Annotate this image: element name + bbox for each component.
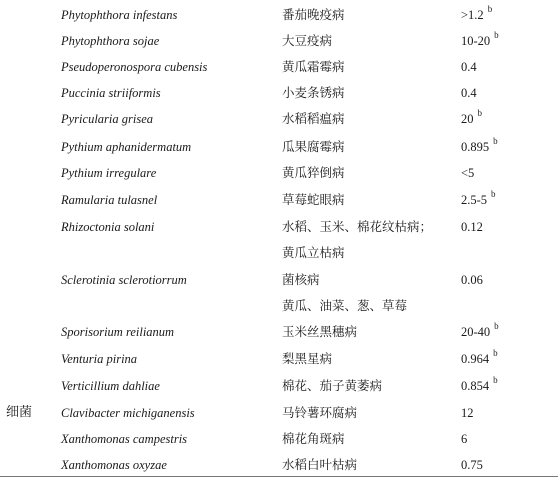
pathogen-cell: Sporisorium reilianum	[61, 325, 175, 339]
pathogen-cell: Ramularia tulasnel	[61, 193, 158, 207]
pathogen-cell: Sclerotinia sclerotiorrum	[61, 273, 187, 287]
pathogen-cell: Verticillium dahliae	[61, 379, 160, 393]
table-row	[0, 244, 558, 270]
pathogen-cell: Pythium irregulare	[61, 166, 157, 180]
value-cell	[461, 323, 499, 342]
value-text: 0.4	[461, 60, 477, 74]
table-row	[0, 323, 558, 349]
table-row	[0, 218, 558, 244]
pathogen-cell: Xanthomonas oxyzae	[61, 458, 167, 472]
footnote-marker: b	[494, 30, 499, 40]
value-cell	[461, 58, 477, 76]
table-row	[0, 138, 558, 164]
value-text: 20-40	[461, 325, 491, 339]
value-cell	[461, 32, 499, 51]
value-cell	[461, 350, 498, 369]
category-cell: 细菌	[6, 405, 33, 420]
disease-cell: 玉米丝黑穗病	[282, 324, 358, 339]
table-row	[0, 377, 558, 403]
table-row	[0, 110, 558, 136]
value-cell	[461, 377, 498, 396]
value-text: 0.12	[461, 220, 483, 234]
pathogen-cell: Clavibacter michiganensis	[61, 406, 195, 420]
pathogen-cell: Phytophthora infestans	[61, 8, 178, 22]
footnote-marker: b	[477, 108, 482, 118]
value-cell	[461, 110, 482, 129]
value-cell	[461, 6, 492, 25]
value-text: 20	[461, 112, 474, 126]
pathogen-cell: Venturia pirina	[61, 352, 138, 366]
table-row	[0, 32, 558, 58]
value-text: 12	[461, 406, 474, 420]
table-row	[0, 350, 558, 376]
table-row	[0, 58, 558, 84]
value-text: 0.895	[461, 140, 490, 154]
table-bottom-rule	[0, 476, 558, 477]
disease-cell: 水稻稻瘟病	[282, 111, 345, 126]
disease-cell: 大豆疫病	[282, 33, 333, 48]
disease-cell: 瓜果腐霉病	[282, 139, 345, 154]
value-cell	[461, 191, 496, 210]
disease-cell: 草莓蛇眼病	[282, 192, 345, 207]
table-row	[0, 404, 558, 430]
value-text: >1.2	[461, 8, 484, 22]
footnote-marker: b	[493, 136, 498, 146]
footnote-marker: b	[493, 348, 498, 358]
table-row	[0, 164, 558, 190]
value-cell	[461, 218, 483, 236]
value-cell	[461, 271, 483, 289]
value-text: 2.5-5	[461, 193, 488, 207]
disease-cell: 马铃薯环腐病	[282, 405, 358, 420]
value-text: 0.854	[461, 379, 490, 393]
table-row	[0, 456, 558, 482]
value-text: 0.75	[461, 458, 483, 472]
footnote-marker: b	[487, 4, 493, 14]
table-row	[0, 297, 558, 323]
disease-cell: 棉花、茄子黄萎病	[282, 378, 383, 393]
disease-cell: 水稻白叶枯病	[282, 457, 358, 472]
disease-cell: 黄瓜霜霉病	[282, 59, 345, 74]
disease-cell: 小麦条锈病	[282, 85, 345, 100]
value-text: <5	[461, 166, 475, 180]
disease-cell: 梨黑星病	[282, 351, 333, 366]
value-text: 10-20	[461, 34, 491, 48]
pathogen-cell: Puccinia striiformis	[61, 86, 161, 100]
footnote-marker: b	[491, 189, 496, 199]
value-cell	[461, 430, 467, 448]
value-text: 0.4	[461, 86, 477, 100]
value-cell	[461, 164, 474, 182]
value-cell	[461, 456, 483, 474]
table-row	[0, 84, 558, 110]
disease-cell: 棉花角斑病	[282, 431, 345, 446]
disease-cell: 黄瓜、油菜、葱、草莓	[282, 298, 408, 313]
value-cell	[461, 404, 474, 422]
value-cell	[461, 84, 477, 102]
value-text: 0.06	[461, 273, 483, 287]
pathogen-cell: Pyricularia grisea	[61, 112, 154, 126]
footnote-marker: b	[494, 321, 499, 331]
value-text: 0.964	[461, 352, 490, 366]
disease-cell: 菌核病	[282, 272, 320, 287]
pathogen-cell: Pythium aphanidermatum	[61, 140, 192, 154]
value-text: 6	[461, 432, 468, 446]
disease-cell: 黄瓜立枯病	[282, 245, 345, 260]
pathogen-cell: Rhizoctonia solani	[61, 220, 155, 234]
disease-cell: 番茄晚疫病	[282, 7, 345, 22]
pathogen-cell: Phytophthora sojae	[61, 34, 160, 48]
table-row	[0, 430, 558, 456]
table-row	[0, 191, 558, 217]
pathogen-cell: Pseudoperonospora cubensis	[61, 60, 208, 74]
table-row	[0, 271, 558, 297]
table-row	[0, 6, 558, 32]
pathogen-cell: Xanthomonas campestris	[61, 432, 188, 446]
footnote-marker: b	[493, 375, 498, 385]
value-cell	[461, 138, 498, 157]
disease-cell: 黄瓜猝倒病	[282, 165, 345, 180]
disease-cell: 水稻、玉米、棉花纹枯病；	[282, 219, 433, 234]
